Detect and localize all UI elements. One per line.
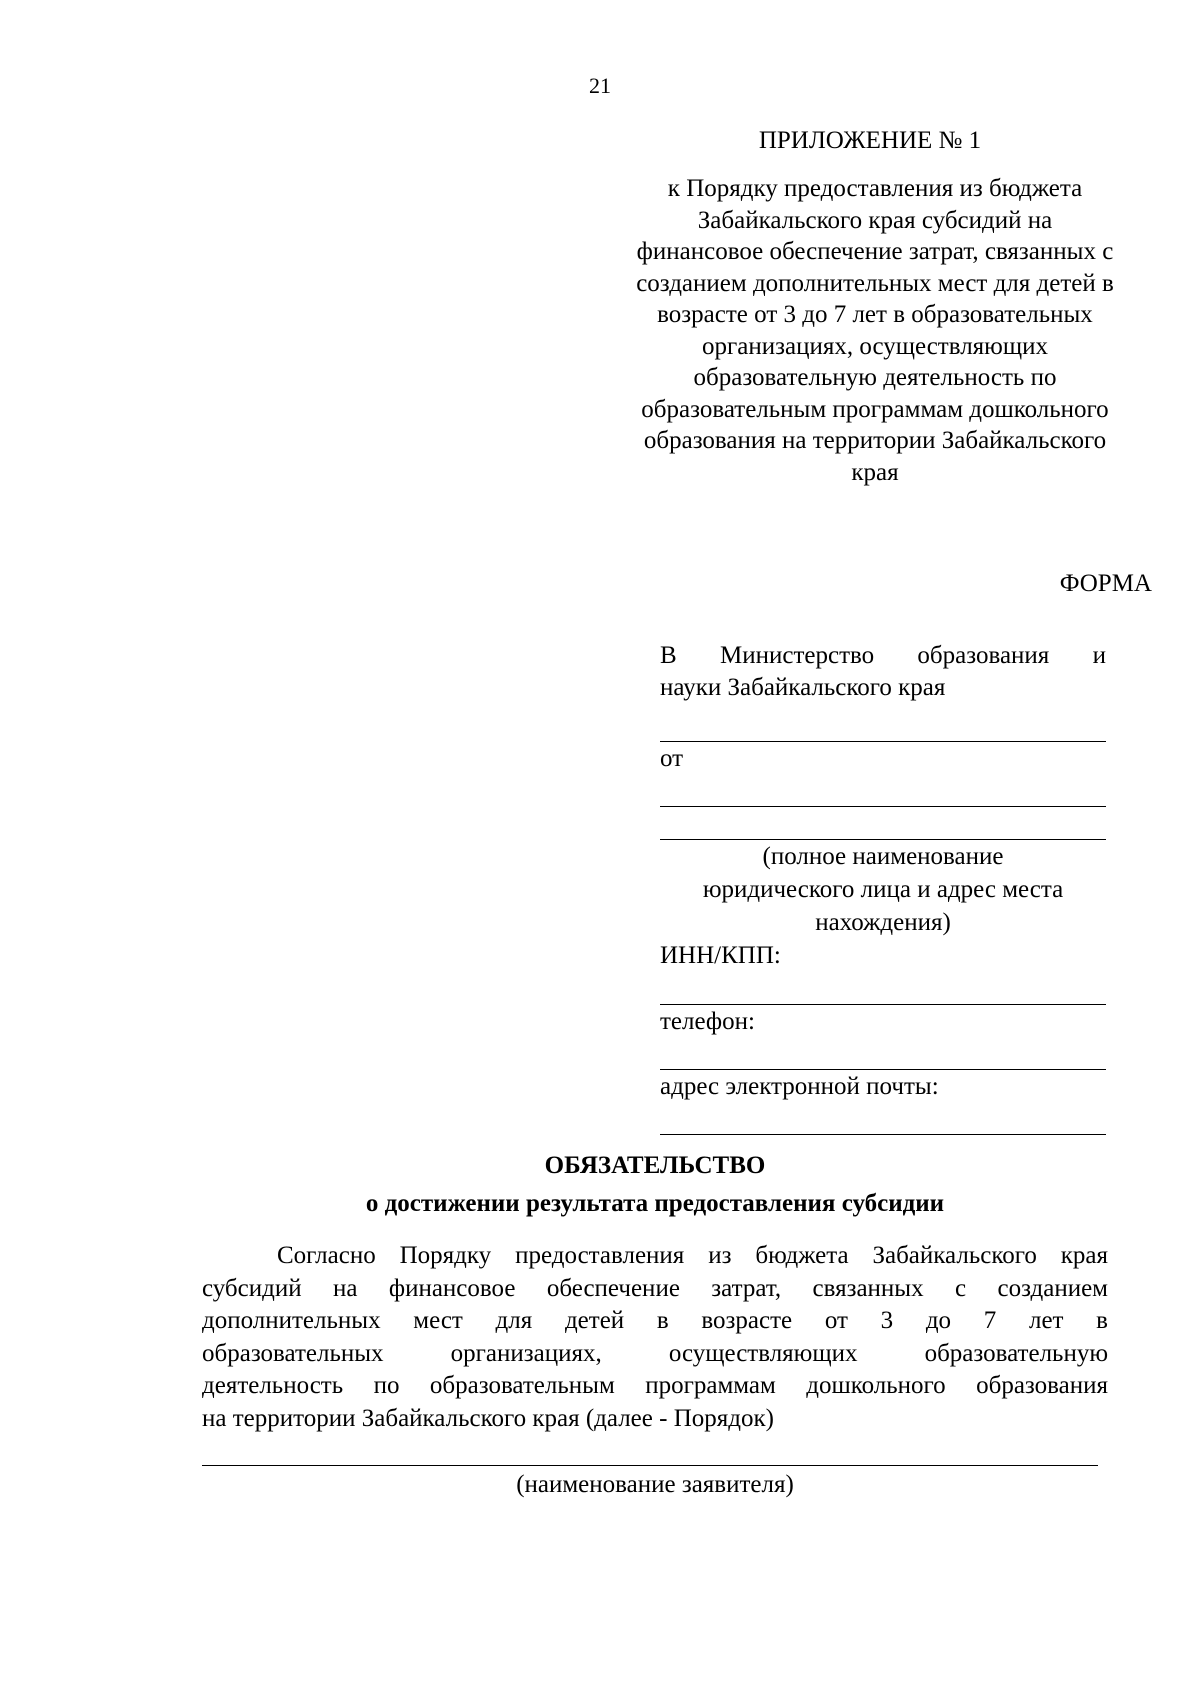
inn-fill-line[interactable] (660, 1004, 1106, 1005)
document-subtitle: о достижении результата предоставления субсидии (365, 1190, 945, 1217)
appendix-line: финансовое обеспечение затрат, связанных с (636, 238, 1114, 265)
appendix-title: ПРИЛОЖЕНИЕ № 1 (758, 127, 982, 154)
recipient-fill-line[interactable] (660, 741, 1106, 742)
appendix-line: к Порядку предоставления из бюджета (667, 175, 1083, 202)
hint-line: юридического лица и адрес места (702, 876, 1064, 903)
recipient-word: Министерство (719, 642, 875, 669)
recipient-line (660, 640, 1106, 672)
body-line: на территории Забайкальского края (далее - Порядок) (202, 1404, 774, 1432)
recipient-line: науки Забайкальского края (660, 674, 946, 701)
sender-hint (660, 840, 1106, 939)
recipient-word: и (1092, 642, 1106, 669)
phone-fill-line[interactable] (660, 1069, 1106, 1070)
from-label: от (660, 745, 684, 772)
appendix-line: образовательную деятельность по (693, 364, 1057, 391)
email-label: адрес электронной почты: (660, 1073, 939, 1100)
sender-fill-line[interactable] (660, 806, 1106, 807)
body-line: Согласно Порядку предоставления из бюджета Забайкальского края (277, 1242, 1108, 1269)
appendix-line: Забайкальского края субсидий на (697, 206, 1053, 234)
body-paragraph (202, 1240, 1108, 1435)
hint-line: нахождения) (815, 909, 951, 936)
form-label: ФОРМА (1059, 570, 1152, 597)
body-line: деятельность по образовательным программам дошкольного образования (202, 1372, 1108, 1399)
appendix-line: края (851, 458, 899, 486)
document-title: ОБЯЗАТЕЛЬСТВО (544, 1152, 766, 1179)
inn-label: ИНН/КПП: (660, 942, 781, 969)
page-number: 21 (589, 73, 611, 98)
appendix-line: возрасте от 3 до 7 лет в образовательных (657, 301, 1093, 328)
body-line: субсидий на финансовое обеспечение затрат, связанных с созданием (202, 1274, 1108, 1302)
applicant-fill-line[interactable] (202, 1465, 1098, 1466)
email-fill-line[interactable] (660, 1134, 1106, 1135)
appendix-line: созданием дополнительных мест для детей в (636, 269, 1114, 297)
phone-label: телефон: (660, 1008, 755, 1035)
applicant-hint: (наименование заявителя) (516, 1471, 794, 1498)
appendix-text (600, 173, 1150, 488)
recipient-word: В (660, 642, 677, 669)
appendix-line: образовательным программам дошкольного (641, 395, 1109, 423)
appendix-line: организациях, осуществляющих (702, 332, 1048, 360)
recipient-word: образования (917, 642, 1050, 669)
hint-line: (полное наименование (762, 843, 1004, 870)
body-line: дополнительных мест для детей в возрасте от 3 до 7 лет в (202, 1307, 1108, 1334)
body-line: образовательных организациях, осуществляющих образовательную (202, 1339, 1108, 1367)
appendix-line: образования на территории Забайкальского (643, 427, 1107, 454)
recipient-block (660, 640, 1106, 704)
